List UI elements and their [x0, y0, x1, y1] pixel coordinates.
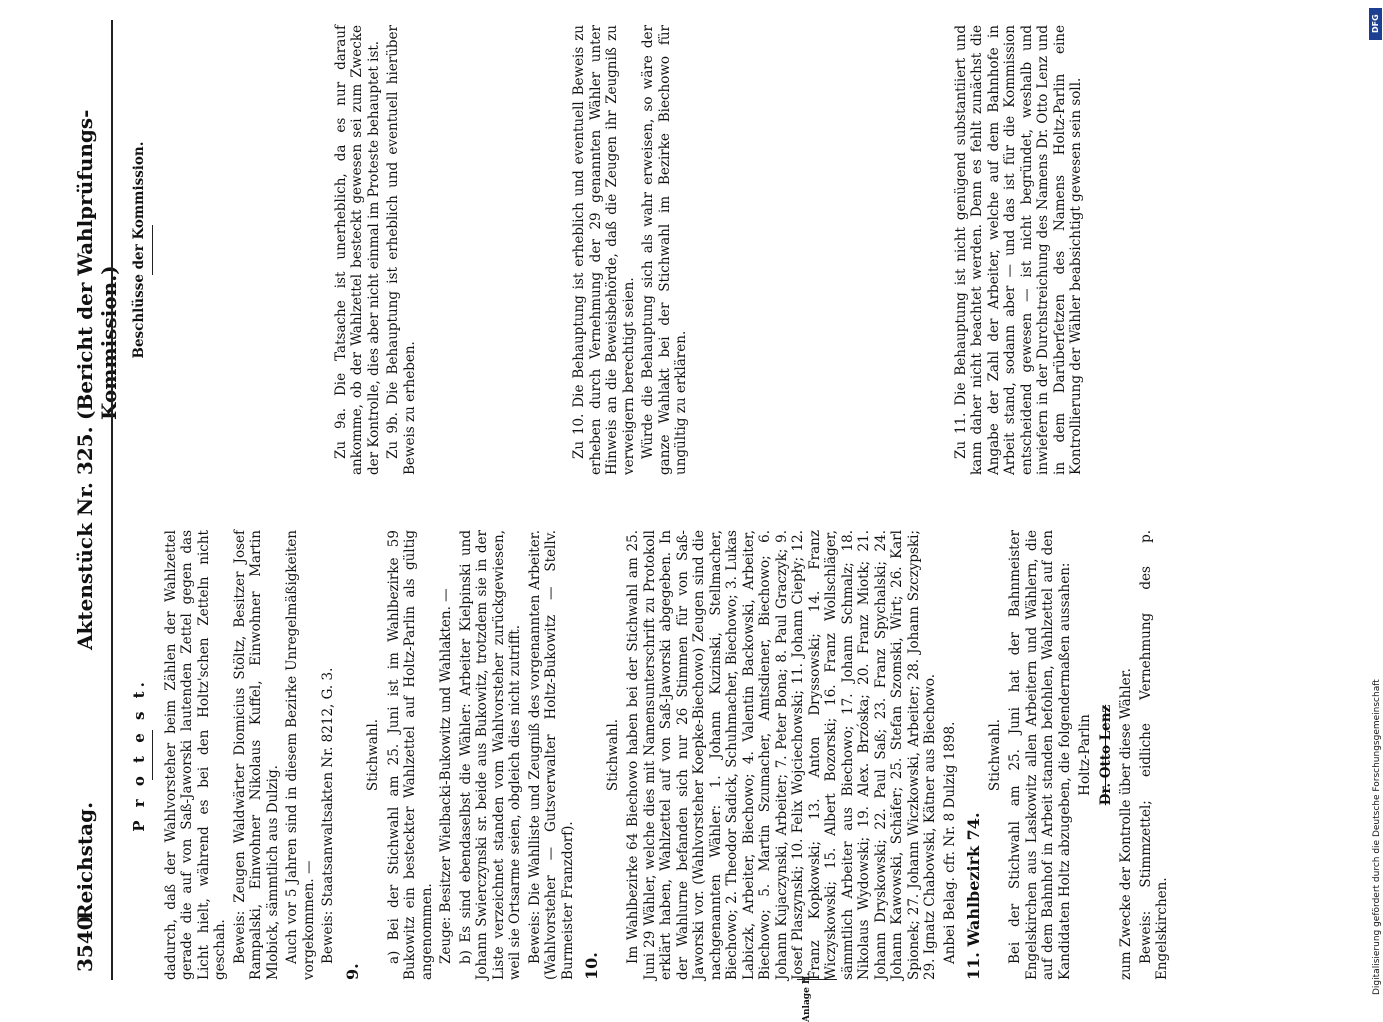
commission-title: (Bericht der Wahlprüfungs-Kommission.) — [72, 109, 121, 420]
running-title: Reichstag. — [72, 801, 97, 920]
ballot-struck-name: Dr. Otto Lenz — [1097, 704, 1113, 806]
item-subtitle: Stichwahl. — [364, 718, 381, 792]
spacer — [692, 25, 952, 475]
item-subtitle: Stichwahl. — [604, 718, 620, 792]
page-header — [67, 20, 121, 980]
evidence: Beweis: Stimmzettel; eidliche Vernehmung des p. Engelskirchen. — [1137, 530, 1170, 980]
ballot-line: Holtz-Parlin — [1076, 714, 1093, 796]
item-number-9: 9. — [342, 963, 361, 980]
spacer — [421, 25, 571, 475]
evidence: Anbei Belag. cfr. Nr. 8 Dulzig 1898. — [941, 721, 957, 964]
side-note: Anlage II. — [801, 972, 812, 1022]
document-number: Aktenstück Nr. 325. — [72, 426, 97, 650]
paragraph: a) Bei der Stichwahl am 25. Juni ist im Wahlbezirke 59 Bukowitz ein besteckter Wahlzettel auf Holtz-Parlin als gültig angenommen. — [385, 530, 434, 980]
commission-decisions-title: Beschlüsse der Kommission. — [130, 141, 147, 359]
item-number-11: 11. Wahlbezirk 74. — [963, 812, 983, 980]
title-underline — [151, 730, 152, 780]
protest-column — [127, 530, 1174, 980]
evidence: Beweis: Die Wahlliste und Zeugniß des vorgenannten Arbeiter. (Wahlvorsteher — Gutsverwalter Holtz-Bukowitz — Stellv. Burmeister Franzdorf). — [526, 530, 575, 980]
paragraph: zum Zwecke der Kontrolle über diese Wähler. — [1117, 668, 1134, 980]
paragraph: Bei der Stichwahl am 25. Juni hat der Bahnmeister Engelskirchen aus Laskowitz allen Arbeitern und Wählern, die auf dem Bahnhof in Arbeit standen befohlen, Wahlzettel auf den Kandidaten Holtz abzugeben, die folgendermaßen aussahen: — [1006, 530, 1072, 980]
item-number-10: 10. — [581, 952, 601, 980]
page-number: 3540 — [72, 916, 97, 972]
paragraph: Auch vor 5 Jahren sind in diesem Bezirke Unregelmäßigkeiten vorgekommen. — — [283, 530, 316, 980]
evidence: Zeuge: Besitzer Wielbacki-Bukowitz und Wahlakten. — — [437, 588, 454, 964]
decision-10: Zu 10. Die Behauptung ist erheblich und eventuell Beweis zu erheben durch Vernehmung der 29 genannten Wähler unter Hinweis an die Beweisbehörde, daß die Zeugen ihr Zeugniß zu verweigern berechtigt seien. — [570, 25, 636, 475]
commission-column — [127, 25, 1088, 475]
dfg-logo: DFG — [1369, 8, 1382, 40]
paragraph: Im Wahlbezirke 64 Biechowo haben bei der Stichwahl am 25. Juni 29 Wähler, welche dies mit Namensunterschrift zu Protokoll erklärt haben, Wahlzettel auf von Saß-Jaworski abgegeben. In der Wahlurne befanden sich nur 26 Stimmen für von Saß-Jaworski vor. (Wahlvorsteher Koepke-Biechowo) Zeugen sind die nachgenannten Wähler: 1. Johann Kuzinski, Stellmacher, Biechowo; 2. Theodor Sadick, Schuhmacher, Biechowo; 3. Lukas Labiczk, Arbeiter, Biechowo; 4. Valentin Backowski, Arbeiter, Biechowo; 5. Martin Szumacher, Amtsdiener, Biechowo; 6. Johann Kujaczynski, Arbeiter; 7. Peter Bona; 8. Paul Graczyk; 9. Josef Plaszynski; 10. Felix Wojciechowski; 11. Johann Ciepły; 12. Franz Kopkowski; 13. Anton Dryssowski; 14. Franz Wiczyskowski; 15. Albert Bozorski; 16. Franz Wollschläger, sämmtlich Arbeiter aus Biechowo; 17. Johann Schmalz; 18. Nikolaus Wydowski; 19. Alex. Brzóska; 20. Franz Miotk; 21. Johann Dryskowski; 22. Paul Saß; 23. Franz Spychalski; 24. Johann Kawowski, Schäfer; 25. Stefan Szomski, Wirt; 26. Karl Spionek; 27. Johann Wiczkowski, Arbeiter; 28. Johann Szczypski; 29. Ignatz Chabowski, Kätner aus Biechowo. — [624, 530, 938, 980]
evidence: Beweis: Zeugen Waldwärter Diomicius Stöltz, Besitzer Josef Rampalski, Einwohner Nikolaus Kuffel, Einwohner Martin Mlobick, sämmtlich aus Dulzig. — [231, 530, 280, 980]
protest-title: P r o t e s t. — [129, 678, 148, 832]
header-rule — [111, 20, 113, 980]
rotated-page — [27, 20, 1357, 1022]
title-underline — [151, 225, 152, 275]
paragraph: dadurch, daß der Wahlvorsteher beim Zählen der Wahlzettel gerade die auf von Saß-Jaworski lautenden Zettel gegen das Licht hielt, während es bei den Holtz'schen Zetteln nicht geschah. — [162, 530, 228, 980]
paragraph: b) Es sind ebendaselbst die Wähler: Arbeiter Kielpinski und Johann Swierczynski sr. beide aus Bukowitz, trotzdem sie in der Liste verzeichnet standen vom Wahlvorsteher zurückgewiesen, weil sie Ortsarme seien, obgleich dies nicht zutrifft. — [457, 530, 523, 980]
item-subtitle: Stichwahl. — [986, 718, 1002, 792]
decision-11: Zu 11. Die Behauptung ist nicht genügend substantiiert und kann daher nicht beachtet werden. Denn es fehlt zunächst die Angabe der Zahl der Arbeiter, welche auf dem Bahnhofe in Arbeit stand, sodann aber — und das ist für die Kommission entscheidend gewesen — ist nicht begründet, weshalb und inwiefern in der Durchstreichung des Namens Dr. Otto Lenz und in dem Darüberſetzen des Namens Holtz-Parlin eine Kontrollierung der Wähler beabsichtigt gewesen sein soll. — [952, 25, 1084, 475]
dfg-credit: Digitalisierung gefördert durch die Deutsche Forschungsgemeinschaft — [1372, 679, 1382, 995]
decision-10b: Würde die Behauptung sich als wahr erweisen, so wäre der ganze Wahlakt bei der Stichwahl im Bezirke Biechowo für ungültig zu erklären. — [639, 25, 689, 475]
evidence: Beweis: Staatsanwaltsakten Nr. 8212, G. 3. — [319, 667, 336, 964]
decision-9a: Zu 9a. Die Tatsache ist unerheblich, da es nur darauf ankomme, ob der Wahlzettel besteckt gewesen sei zum Zwecke der Kontrolle, dies aber nicht einmal im Proteste behauptet ist. — [332, 25, 381, 475]
spacer — [162, 25, 332, 475]
decision-9b: Zu 9b. Die Behauptung ist erheblich und eventuell hierüber Beweis zu erheben. — [384, 25, 417, 475]
